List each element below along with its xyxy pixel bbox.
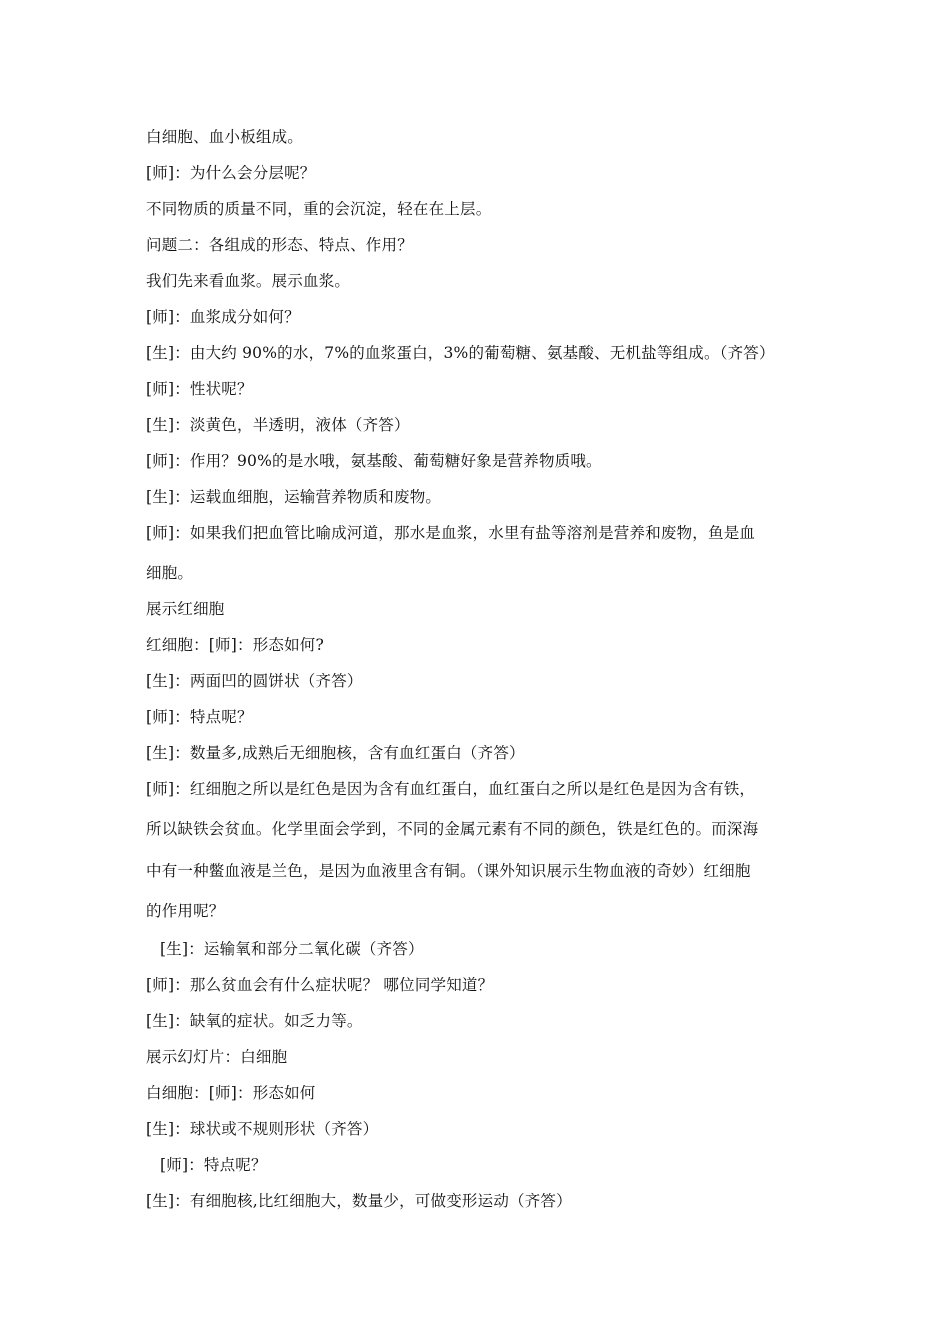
text-line: [师]：特点呢？ (146, 708, 253, 726)
text-line: [师]：血浆成分如何？ (146, 308, 300, 326)
text-line: 不同物质的质量不同，重的会沉淀，轻在在上层。 (146, 200, 492, 218)
text-line: [师]：为什么会分层呢？ (146, 164, 316, 182)
text-line: [生]：由大约 90%的水，7%的血浆蛋白，3%的葡萄糖、氨基酸、无机盐等组成。（齐答） (146, 344, 775, 362)
text-line: 细胞。 (146, 564, 194, 582)
text-line: [生]：运输氧和部分二氧化碳（齐答） (160, 940, 424, 958)
text-line: [师]：特点呢？ (160, 1156, 267, 1174)
text-line: [师]：如果我们把血管比喻成河道，那水是血浆，水里有盐等溶剂是营养和废物，鱼是血 (146, 524, 756, 542)
text-line: [生]：球状或不规则形状（齐答） (146, 1120, 379, 1138)
text-line: [生]：有细胞核,比红细胞大，数量少，可做变形运动（齐答） (146, 1192, 572, 1210)
text-line: 中有一种鳖血液是兰色，是因为血液里含有铜。（课外知识展示生物血液的奇妙）红细胞 (146, 862, 751, 880)
text-line: 红细胞：[师]：形态如何? (146, 636, 325, 654)
text-line: 白细胞、血小板组成。 (146, 128, 304, 146)
text-line: [生]：淡黄色，半透明，液体（齐答） (146, 416, 410, 434)
text-line: [师]：作用？90%的是水哦，氨基酸、葡萄糖好象是营养物质哦。 (146, 452, 602, 470)
text-line: [生]：运载血细胞，运输营养物质和废物。 (146, 488, 442, 506)
text-line: [师]：红细胞之所以是红色是因为含有血红蛋白，血红蛋白之所以是红色是因为含有铁， (146, 780, 756, 798)
text-line: [师]：那么贫血会有什么症状呢？ 哪位同学知道？ (146, 976, 494, 994)
text-line: [生]：两面凹的圆饼状（齐答） (146, 672, 363, 690)
text-line: 问题二：各组成的形态、特点、作用？ (146, 236, 413, 254)
text-line: [生]：缺氧的症状。如乏力等。 (146, 1012, 363, 1030)
text-line: 展示幻灯片：白细胞 (146, 1048, 288, 1066)
text-line: 白细胞：[师]：形态如何 (146, 1084, 316, 1102)
text-line: 所以缺铁会贫血。化学里面会学到，不同的金属元素有不同的颜色，铁是红色的。而深海 (146, 820, 759, 838)
text-line: [生]：数量多,成熟后无细胞核，含有血红蛋白（齐答） (146, 744, 525, 762)
text-line: 展示红细胞 (146, 600, 225, 618)
text-line: 的作用呢？ (146, 902, 225, 920)
text-line: [师]：性状呢？ (146, 380, 253, 398)
text-line: 我们先来看血浆。展示血浆。 (146, 272, 351, 290)
